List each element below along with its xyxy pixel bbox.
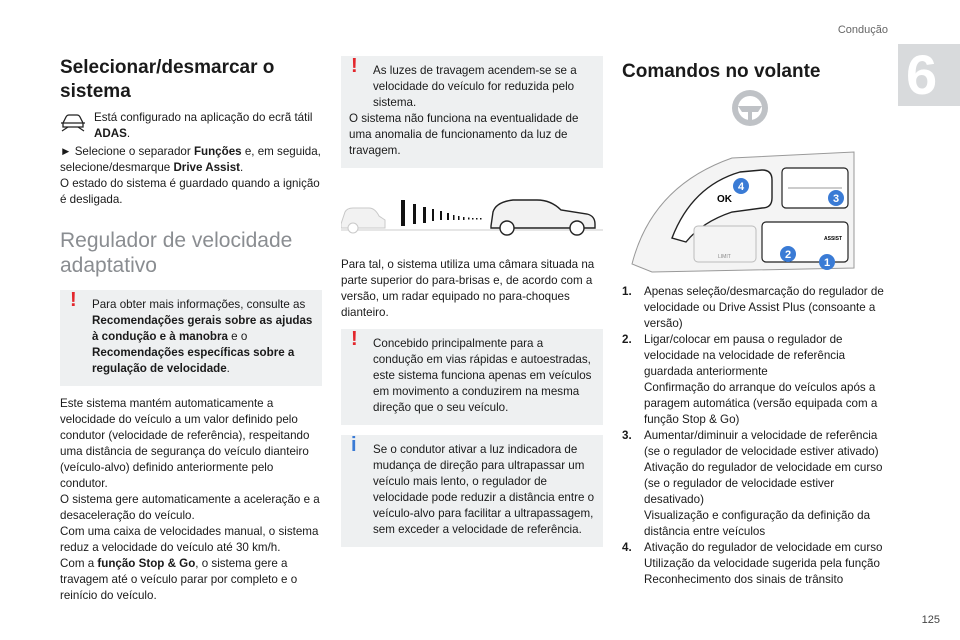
step-text-c: e, em seguida, selecione/desmarque <box>60 145 321 174</box>
warn1-text-a: As luzes de travagem acendem-se se a velocidade do veículo for reduzida pelo sistema. <box>373 64 577 109</box>
car-adas-icon <box>60 110 86 132</box>
step-function-name: Drive Assist <box>173 161 241 174</box>
adas-note <box>60 110 322 142</box>
warning-box-brake-lights <box>341 56 603 168</box>
limit-label: LIMIT <box>718 254 731 260</box>
select-step <box>60 144 322 176</box>
radar-distance-illustration <box>341 178 603 242</box>
warning-box-road-type <box>341 329 603 425</box>
running-header: Condução <box>837 24 888 36</box>
info-box-overtaking <box>341 435 603 547</box>
column-3 <box>622 56 884 586</box>
body-paragraph-2: O sistema gere automaticamente a aceleração e a desaceleração do veículo. <box>60 493 320 522</box>
controls-title: Comandos no volante <box>622 61 821 82</box>
ok-label: OK <box>717 194 732 205</box>
info-text: Se o condutor ativar a luz indicadora de mudança de direção para ultrapassar um veículo mais lento, o regulador de velocidade pode reduzir a distância entre o veículo-alvo para facilitar a ultrapassagem, sem exceder a velocidade de referência. <box>373 443 595 536</box>
state-saved-text: O estado do sistema é guardado quando a ignição é desligada. <box>60 177 320 206</box>
body-paragraph-1: Este sistema mantém automaticamente a velocidade do veículo a um valor definido pelo condutor (velocidade de referência), respeitando uma distância de segurança do veículo dianteiro (veículo-alvo) definido anteriormente pelo condutor. <box>60 397 310 490</box>
step-tab-name: Funções <box>193 145 242 158</box>
warn-text-c: e o <box>227 330 248 343</box>
stop-go-label: função Stop & Go <box>97 557 196 570</box>
adas-app-name: ADAS <box>94 127 127 140</box>
svg-text:3: 3 <box>833 193 840 205</box>
body-paragraph-3: Com uma caixa de velocidades manual, o sistema reduz a velocidade do veículo até 30 km/h. <box>60 525 319 554</box>
callout-1 <box>819 254 835 270</box>
list-item: 4. Ativação do regulador de velocidade em curso Utilização da velocidade sugerida pela função Reconhecimento dos sinais de trânsito <box>622 541 883 586</box>
warn-ref-1: Recomendações gerais sobre as ajudas à condução e à manobra <box>92 314 313 343</box>
warn2-text: Concebido principalmente para a condução em vias rápidas e autoestradas, este sistema funciona apenas em veículos em movimento a conduzirem na mesma direção que o seu veículo. <box>373 337 592 414</box>
chapter-tab <box>898 44 960 106</box>
body4-a: Com a <box>60 557 98 570</box>
callout-2 <box>780 246 796 262</box>
warn1-text-b: O sistema não funciona na eventualidade de uma anomalia de funcionamento da luz de travagem. <box>349 112 579 157</box>
callout-4 <box>733 178 749 194</box>
page-number: 125 <box>921 614 940 626</box>
adas-period: . <box>126 127 131 140</box>
callout-3 <box>828 190 844 206</box>
svg-text:4: 4 <box>738 181 745 193</box>
subsection-title: Regulador de velocidade adaptativo <box>60 229 293 277</box>
info-icon: i <box>351 434 357 456</box>
svg-text:1: 1 <box>824 257 831 269</box>
list-item: 3. Aumentar/diminuir a velocidade de referência (se o regulador de velocidade estiver ativado) Ativação do regulador de velocidade em curso (se o regulador de velocidade estiver desativado) Visualização e configuração da definição da distância entre veículos <box>622 429 883 538</box>
adas-text: Está configurado na aplicação do ecrã tátil <box>94 111 313 124</box>
body-paragraph-4 <box>60 556 322 604</box>
section-title: Selecionar/desmarcar o sistema <box>60 57 275 102</box>
column-2 <box>341 56 603 547</box>
warning-icon: ! <box>351 328 358 350</box>
camera-radar-text: Para tal, o sistema utiliza uma câmara situada na parte superior do para-brisas e, de acordo com a versão, um radar equipado no para-choques dianteiro. <box>341 258 595 319</box>
step-period: . <box>240 161 244 174</box>
body4-c: , o sistema gere a travagem até o veículo parar por completo e o reinício do veículo. <box>60 557 298 602</box>
warn-period: . <box>226 362 230 375</box>
column-1 <box>60 56 322 604</box>
controls-list <box>622 284 884 588</box>
warning-icon: ! <box>351 55 358 77</box>
steering-controls-diagram <box>622 146 884 276</box>
step-text-a: ► Selecione o separador <box>60 145 194 158</box>
warning-icon: ! <box>70 289 77 311</box>
steering-wheel-icon <box>730 88 770 128</box>
list-item: 1. Apenas seleção/desmarcação do regulador de velocidade ou Drive Assist Plus (consoante a versão) <box>622 285 884 330</box>
svg-text:2: 2 <box>785 249 792 261</box>
chapter-number: 6 <box>906 43 938 106</box>
warn-text-a: Para obter mais informações, consulte as <box>92 298 306 311</box>
warning-box <box>60 290 322 386</box>
list-item: 2. Ligar/colocar em pausa o regulador de velocidade na velocidade de referência guardada anteriormente Confirmação do arranque do veículos após a paragem automática (versão equipada com a função Stop & Go) <box>622 333 878 426</box>
warn-ref-2: Recomendações específicas sobre a regulação de velocidade <box>92 346 295 375</box>
assist-label: ASSIST <box>824 236 843 242</box>
